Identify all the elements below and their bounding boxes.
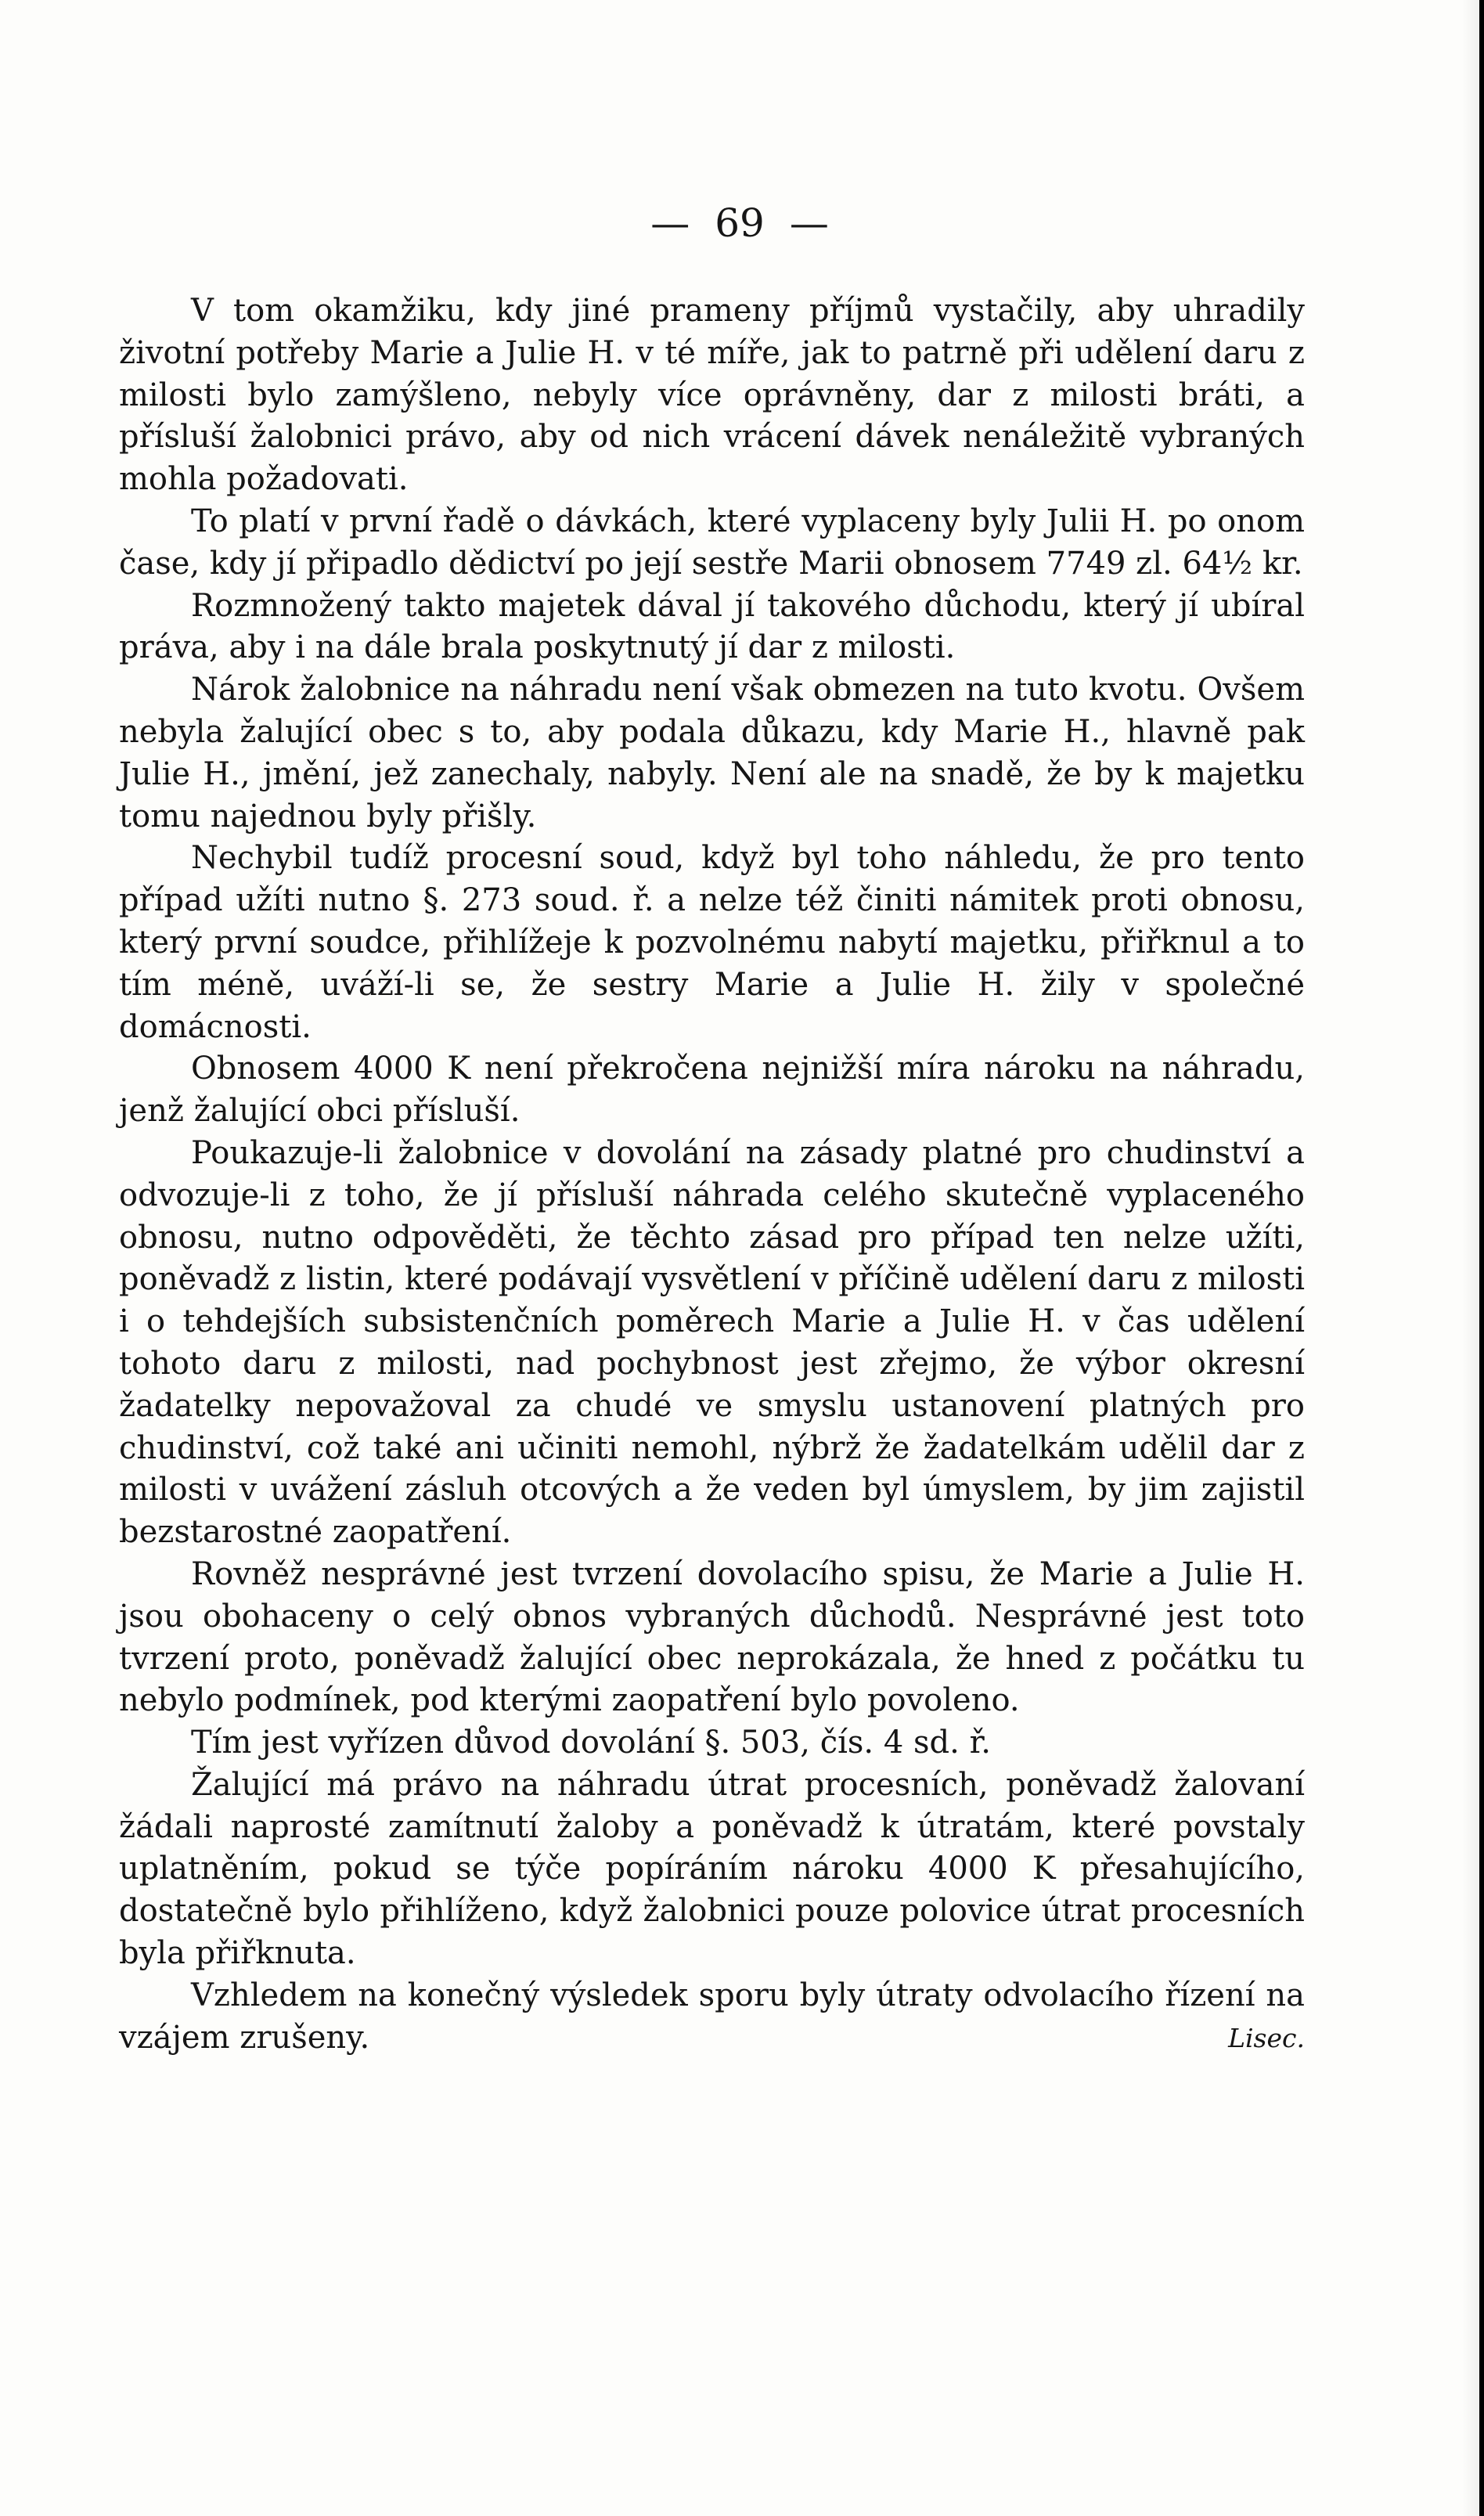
dash-right: — [789,200,829,246]
paragraph: Nárok žalobnice na náhradu není však obmezen na tuto kvotu. Ovšem nebyla žalující obec s to, aby podala důkazu, kdy Marie H., hlavně pak Julie H., jmění, jež zanechaly, nabyly. Není ale na snadě, že by k majetku tomu najednou byly přišly. [119,672,1305,834]
page-number: 69 [715,200,765,246]
paragraph: Tím jest vyřízen důvod dovolání §. 503, čís. 4 sd. ř. [191,1725,992,1761]
paragraph: Rovněž nesprávné jest tvrzení dovolacího spisu, že Marie a Julie H. jsou obohaceny o celý obnos vybraných důchodů. Nesprávné jest toto tvrzení proto, poněvadž žalující obec neprokázala, že hned z počátku tu nebylo podmínek, pod kterými zaopatření bylo povoleno. [119,1555,1305,1719]
signature: Lisec. [1228,2022,1305,2053]
page-number-header [0,200,1479,247]
paragraph: To platí v první řadě o dávkách, které vyplaceny byly Julii H. po onom čase, kdy jí připadlo dědictví po její sestře Marii obnosem 7749 zl. 64½ kr. [119,503,1305,582]
paragraph: Obnosem 4000 K není překročena nejnižší míra nároku na náhradu, jenž žalující obci přísluší. [119,1051,1305,1130]
paragraph: Nechybil tudíž procesní soud, když byl toho náhledu, že pro tento případ užíti nutno §. 273 soud. ř. a nelze též činiti námitek proti obnosu, který první soudce, přihlížeje k pozvolnému nabytí majetku, přiřknul a to tím méně, uváží-li se, že sestry Marie a Julie H. žily v společné domácnosti. [119,840,1305,1045]
paragraph: Rozmnožený takto majetek dával jí takového důchodu, který jí ubíral práva, aby i na dále brala poskytnutý jí dar z milosti. [119,587,1305,666]
body-text [119,290,1305,2059]
page-edge-shadow [1462,0,1479,2516]
dash-left: — [650,200,690,246]
final-paragraph [119,1975,1305,2060]
paragraph-text: Vzhledem na konečný výsledek sporu byly útraty odvolacího řízení na vzájem zrušeny. [119,1977,1305,2056]
paragraph: Žalující má právo na náhradu útrat procesních, poněvadž žalovaní žádali naprosté zamítnutí žaloby a poněvadž k útratám, které povstaly uplatněním, pokud se týče popíráním nároku 4000 K přesahujícího, dostatečně bylo přihlíženo, když žalobnici pouze polovice útrat procesních byla přiřknuta. [119,1766,1305,1972]
paragraph: V tom okamžiku, kdy jiné prameny příjmů vystačily, aby uhradily životní potřeby Marie a Julie H. v té míře, jak to patrně při udělení daru z milosti bylo zamýšleno, nebyly více oprávněny, dar z milosti bráti, a přísluší žalobnici právo, aby od nich vrácení dávek nenáležitě vybraných mohla požadovati. [119,293,1305,498]
paragraph: Poukazuje-li žalobnice v dovolání na zásady platné pro chudinství a odvozuje-li z toho, že jí přísluší náhrada celého skutečně vyplaceného obnosu, nutno odpověděti, že těchto zásad pro případ ten nelze užíti, poněvadž z listin, které podávají vysvětlení v příčině udělení daru z milosti i o tehdejších subsistenčních poměrech Marie a Julie H. v čas udělení tohoto daru z milosti, nad pochybnost jest zřejmo, že výbor okresní žadatelky nepovažoval za chudé ve smyslu ustanovení platných pro chudinství, což také ani učiniti nemohl, nýbrž že žadatelkám udělil dar z milosti v uvážení zásluh otcových a že veden byl úmyslem, by jim zajistil bezstarostné zaopatření. [119,1134,1305,1551]
